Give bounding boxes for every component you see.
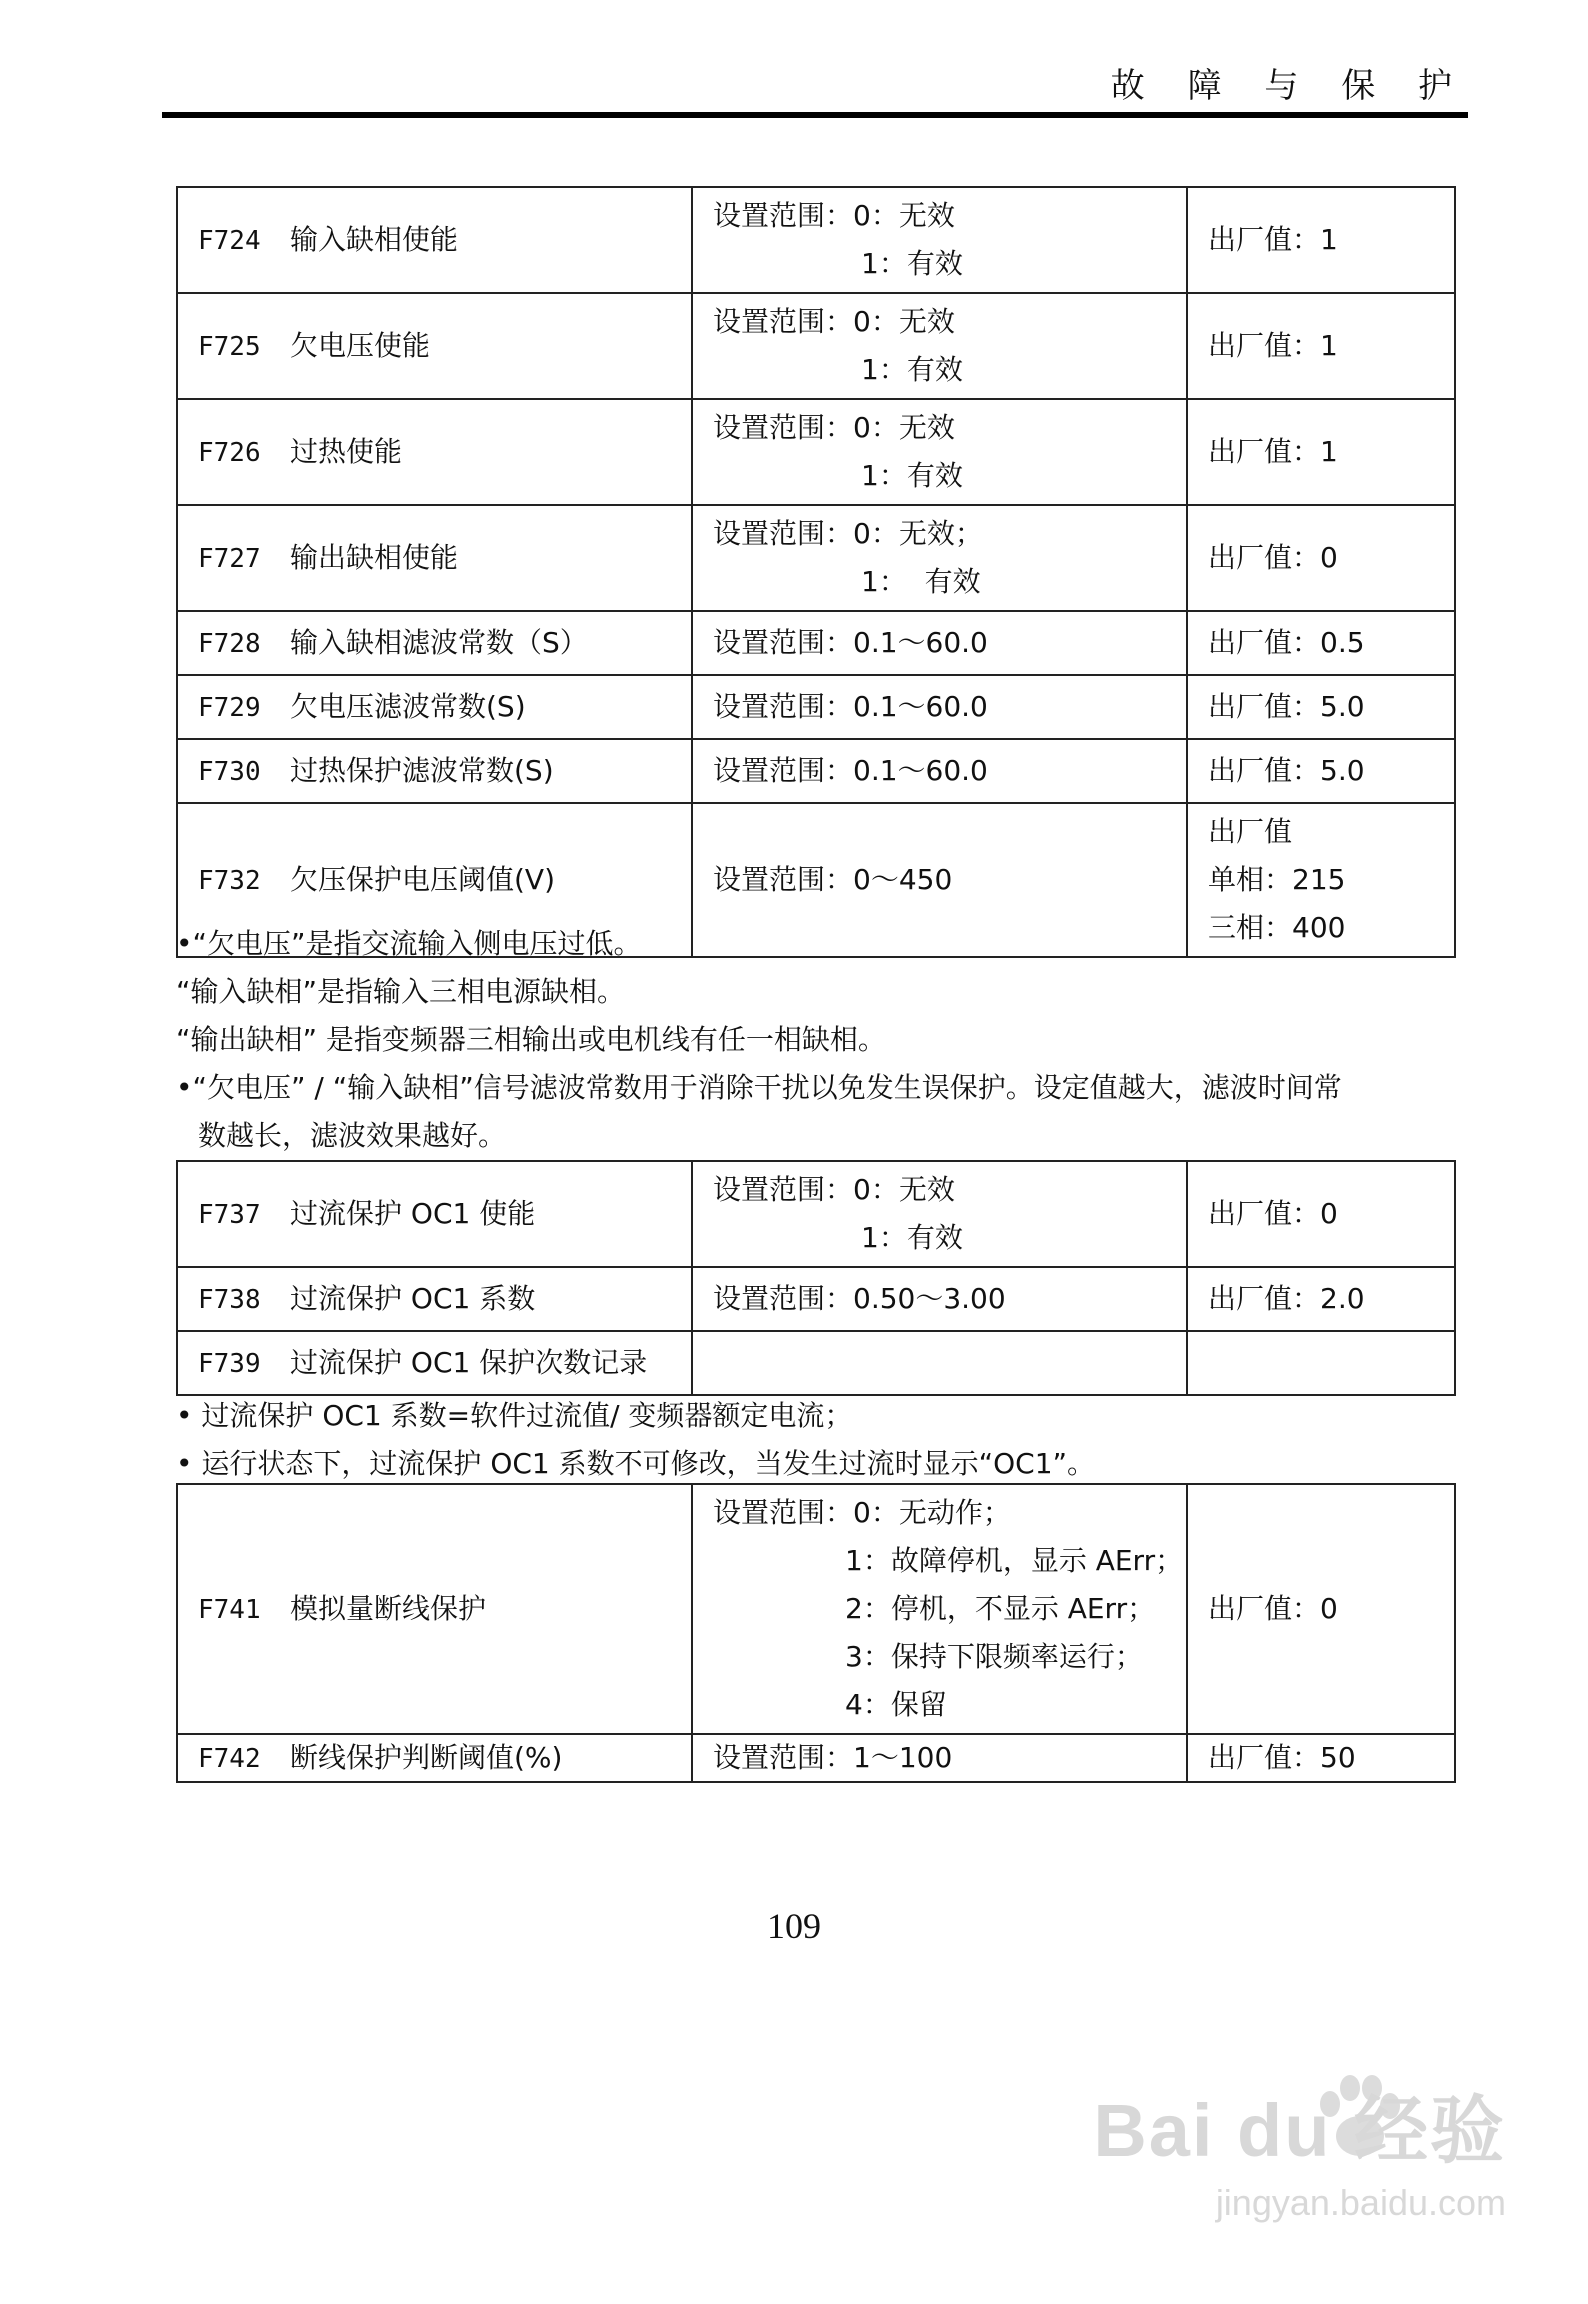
range-cell: 设置范围：0：无效 1：有效 [692, 187, 1187, 293]
table-row [177, 1484, 1455, 1734]
note-line: •“欠电压” / “输入缺相”信号滤波常数用于消除干扰以免发生误保护。设定值越大，滤波时间常 [176, 1071, 1342, 1104]
parameter-cell: F724 输入缺相使能 [177, 187, 692, 293]
table-row [177, 611, 1455, 675]
factory-cell: 出厂值：5.0 [1187, 739, 1455, 803]
parameter-cell: F742 断线保护判断阈值(%) [177, 1734, 692, 1782]
factory-cell: 出厂值 单相：215 三相：400 [1187, 803, 1455, 957]
section-title: 故 障 与 保 护 [1110, 66, 1468, 106]
table-row [177, 1267, 1455, 1331]
range-cell: 设置范围：0.50～3.00 [692, 1267, 1187, 1331]
range-cell: 设置范围：0：无效 1：有效 [692, 1161, 1187, 1267]
table-row [177, 187, 1455, 293]
parameter-table-3 [176, 1483, 1456, 1783]
range-cell: 设置范围：0.1～60.0 [692, 739, 1187, 803]
table-row [177, 739, 1455, 803]
parameter-cell: F738 过流保护 OC1 系数 [177, 1267, 692, 1331]
note-line: • 过流保护 OC1 系数=软件过流值/ 变频器额定电流； [176, 1399, 853, 1432]
notes-block-1 [176, 920, 1476, 1160]
table-row [177, 1331, 1455, 1395]
table-row [177, 399, 1455, 505]
parameter-cell: F728 输入缺相滤波常数（S） [177, 611, 692, 675]
range-cell: 设置范围：0：无效； 1： 有效 [692, 505, 1187, 611]
factory-cell: 出厂值：2.0 [1187, 1267, 1455, 1331]
page-number: 109 [767, 1906, 821, 1946]
parameter-table-2 [176, 1160, 1456, 1396]
parameter-cell: F727 输出缺相使能 [177, 505, 692, 611]
parameter-cell: F726 过热使能 [177, 399, 692, 505]
table-row [177, 1734, 1455, 1782]
note-line: “输出缺相” 是指变频器三相输出或电机线有任一相缺相。 [176, 1023, 886, 1056]
watermark [1093, 2072, 1506, 2224]
header-divider [162, 112, 1468, 118]
parameter-cell: F739 过流保护 OC1 保护次数记录 [177, 1331, 692, 1395]
range-cell: 设置范围：0.1～60.0 [692, 675, 1187, 739]
range-cell [692, 1331, 1187, 1395]
factory-cell [1187, 1331, 1455, 1395]
factory-cell: 出厂值：0 [1187, 505, 1455, 611]
note-line: •“欠电压”是指交流输入侧电压过低。 [176, 927, 642, 960]
watermark-url: jingyan.baidu.com [1215, 2182, 1506, 2223]
factory-cell: 出厂值：50 [1187, 1734, 1455, 1782]
factory-cell: 出厂值：1 [1187, 399, 1455, 505]
factory-cell: 出厂值：1 [1187, 187, 1455, 293]
note-line: “输入缺相”是指输入三相电源缺相。 [176, 975, 626, 1008]
note-line: • 运行状态下，过流保护 OC1 系数不可修改，当发生过流时显示“OC1”。 [176, 1447, 1096, 1480]
range-cell: 设置范围：0：无效 1：有效 [692, 293, 1187, 399]
note-line: 数越长，滤波效果越好。 [198, 1119, 507, 1152]
table-row [177, 1161, 1455, 1267]
parameter-cell: F725 欠电压使能 [177, 293, 692, 399]
range-cell: 设置范围：0：无效 1：有效 [692, 399, 1187, 505]
range-cell: 设置范围：0.1～60.0 [692, 611, 1187, 675]
parameter-table-1 [176, 186, 1456, 958]
parameter-cell: F729 欠电压滤波常数(S) [177, 675, 692, 739]
table-row [177, 675, 1455, 739]
parameter-cell: F730 过热保护滤波常数(S) [177, 739, 692, 803]
factory-cell: 出厂值：0.5 [1187, 611, 1455, 675]
factory-cell: 出厂值：5.0 [1187, 675, 1455, 739]
watermark-brand: Bai du 经验 [1093, 2089, 1506, 2172]
parameter-cell: F741 模拟量断线保护 [177, 1484, 692, 1734]
parameter-cell: F732 欠压保护电压阈值(V) [177, 803, 692, 957]
range-cell: 设置范围：1～100 [692, 1734, 1187, 1782]
table-row [177, 505, 1455, 611]
factory-cell: 出厂值：1 [1187, 293, 1455, 399]
notes-block-2 [176, 1392, 1476, 1488]
factory-cell: 出厂值：0 [1187, 1484, 1455, 1734]
range-cell: 设置范围：0～450 [692, 803, 1187, 957]
table-row [177, 293, 1455, 399]
range-cell: 设置范围：0：无动作； 1：故障停机，显示 AErr； 2：停机，不显示 AErr； 3：保持下限频率运行； 4：保留 [692, 1484, 1187, 1734]
factory-cell: 出厂值：0 [1187, 1161, 1455, 1267]
parameter-cell: F737 过流保护 OC1 使能 [177, 1161, 692, 1267]
